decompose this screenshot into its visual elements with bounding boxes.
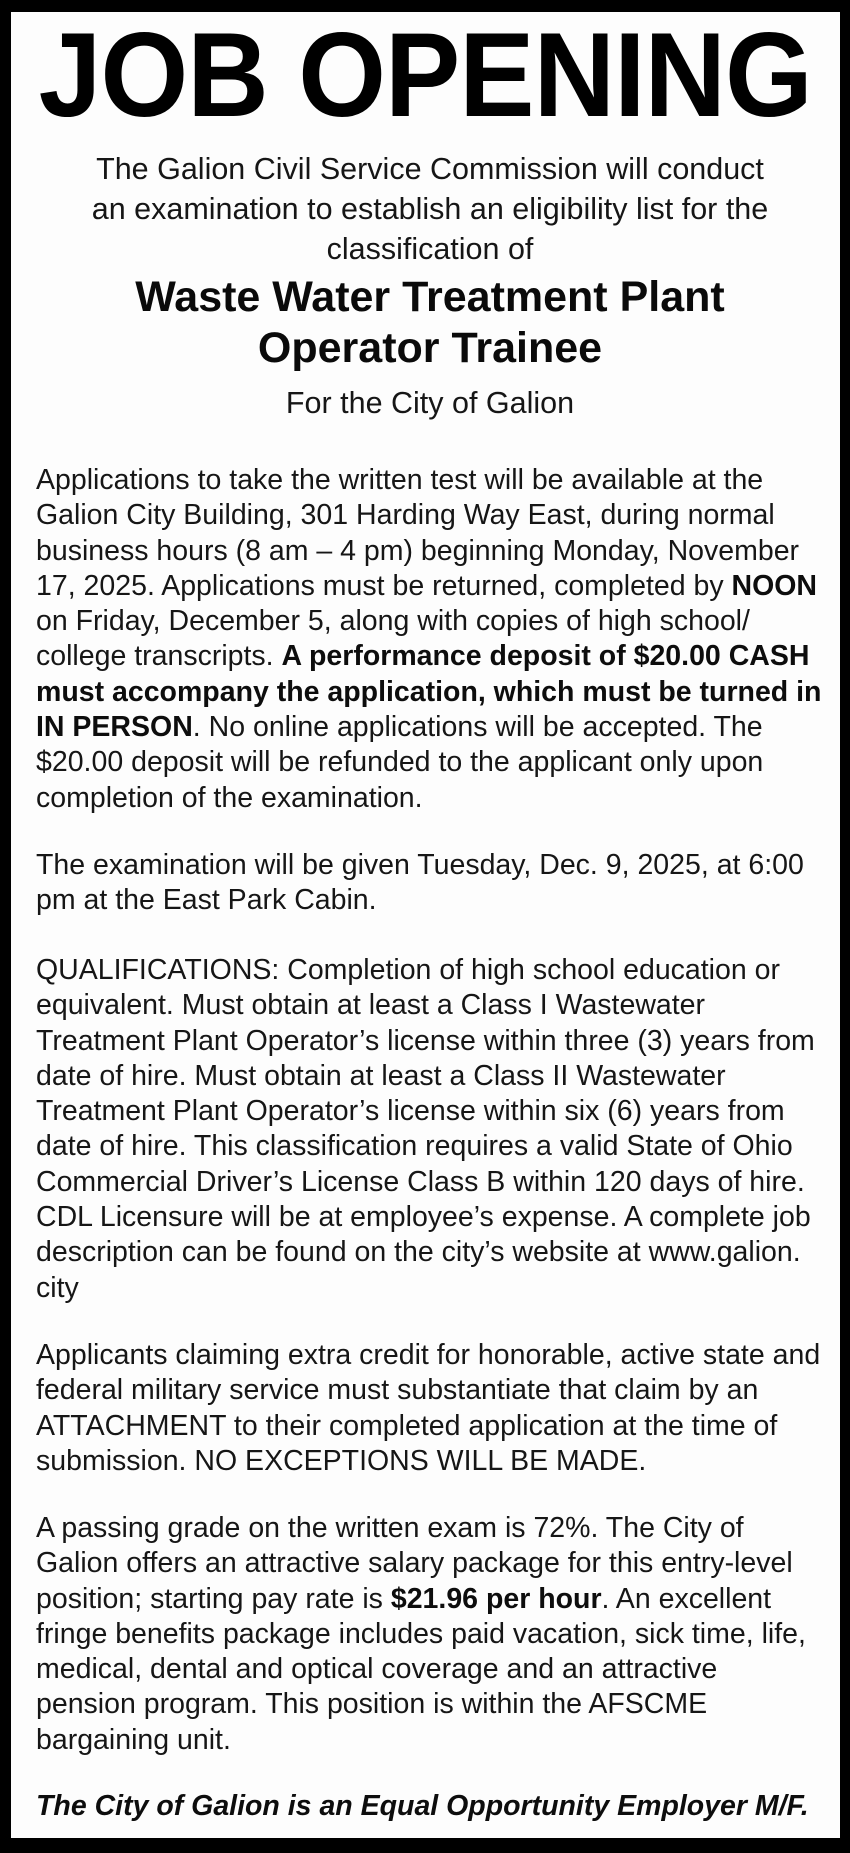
intro-line-3: classification of <box>326 232 534 266</box>
paragraph-salary-text: A passing grade on the written exam is 72%. The City of Galion offers an attractive salary package for this entry-level position; starting pay rate is <box>36 1512 793 1615</box>
paragraph-examination-text: The examination will be given Tuesday, Dec. 9, 2025, at 6:00 pm at the East Park Cabin. <box>36 849 804 917</box>
intro-line-1: The Galion Civil Service Commission will conduct <box>96 152 764 186</box>
position-title <box>36 272 824 374</box>
intro-line-2: an examination to establish an eligibility list for the <box>91 192 769 226</box>
ad-title-text: JOB OPENING <box>38 12 813 142</box>
position-title-line-1: Waste Water Treatment Plant <box>135 273 725 321</box>
paragraph-military-credit-text: Applicants claiming extra credit for honorable, active state and federal military service must substantiate that claim by an ATTACHMENT to their completed application at the time of submission. NO EXCEPTIONS WILL BE MADE. <box>36 1339 821 1477</box>
for-city-line: For the City of Galion <box>285 386 575 420</box>
paragraph-examination <box>36 848 824 919</box>
paragraph-applications <box>36 463 824 816</box>
paragraph-qualifications-text: QUALIFICATIONS: Completion of high school education or equivalent. Must obtain at least a Class I Wastewater Treatment Plant Operator’s license within three (3) years from date of hire. Must obtain at least a Class II Wastewater Treatment Plant Operator’s license within six (6) years from date of hire. This classification requires a valid State of Ohio Commercial Driver’s License Class B within 120 days of hire. CDL Licensure will be at employee’s expense. A complete job description can be found on the city’s website at www.galion. city <box>36 954 815 1304</box>
position-title-line-2: Operator Trainee <box>257 324 603 372</box>
paragraph-applications-text: on Friday, December 5, along with copies of high school/ college transcripts. <box>36 605 750 673</box>
paragraph-qualifications <box>36 953 824 1306</box>
intro-text <box>36 149 824 269</box>
equal-opportunity-footer: The City of Galion is an Equal Opportunity Employer M/F. <box>36 1790 809 1822</box>
noon-bold-text: NOON <box>731 569 818 602</box>
paragraph-applications-text: Applications to take the written test will be available at the Galion City Building, 301 Harding Way East, during normal business hours (8 am – 4 pm) beginning Monday, November 17, 2025. Applications must be returned, completed by <box>36 464 800 602</box>
pay-rate-bold-text: $21.96 per hour <box>390 1582 602 1615</box>
paragraph-applications-text: . No online applications will be accepted. The $20.00 deposit will be refunded to the applicant only upon completion of the examination. <box>36 711 764 814</box>
ad-title <box>11 12 840 142</box>
ad-white-panel <box>11 12 840 1838</box>
paragraph-military-credit <box>36 1338 824 1479</box>
paragraph-salary <box>36 1511 824 1758</box>
deposit-bold-text: A performance deposit of $20.00 CASH must accompany the application, which must be turned in IN PERSON <box>36 640 822 744</box>
paragraph-salary-text: . An excellent fringe benefits package includes paid vacation, sick time, life, medical, dental and optical coverage and an attractive pension program. This position is within the AFSCME bargaining unit. <box>36 1582 806 1756</box>
